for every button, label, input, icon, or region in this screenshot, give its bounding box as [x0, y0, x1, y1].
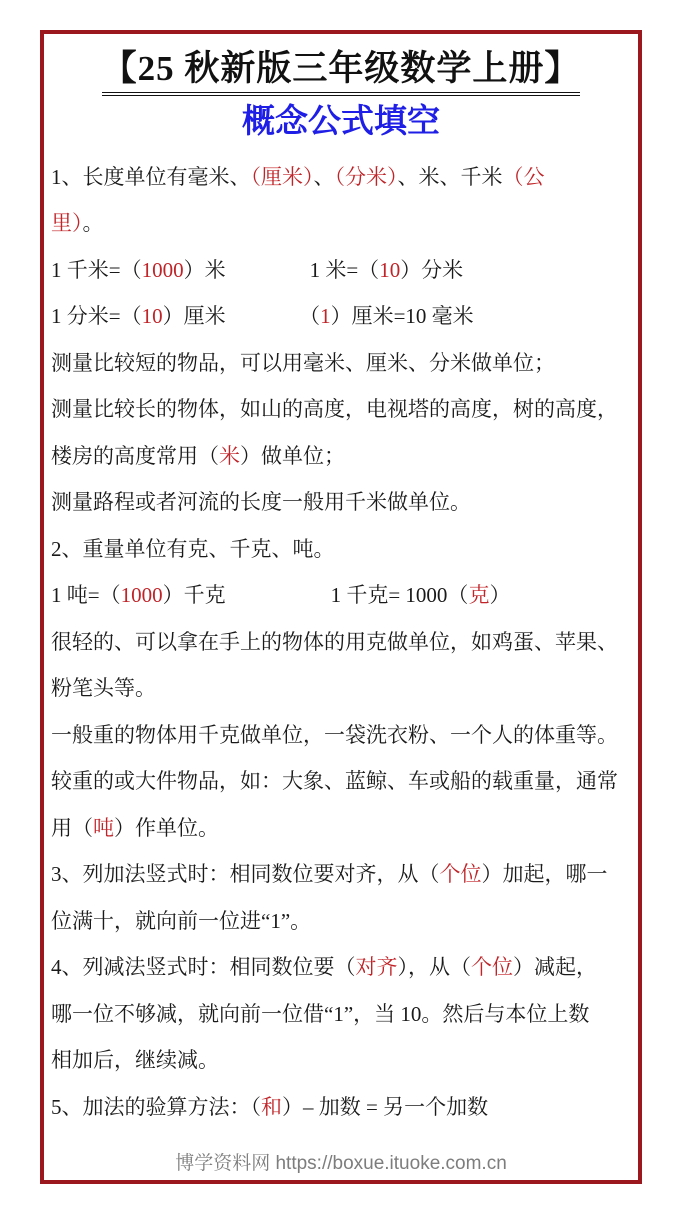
text-line [51, 479, 636, 526]
answer-text: 个位 [471, 955, 513, 980]
text-line [51, 619, 636, 666]
question-text: ） [489, 583, 511, 608]
question-text: ）米 [183, 257, 226, 282]
footer-watermark: 博学资料网 https://boxue.ituoke.com.cn [175, 1153, 507, 1174]
question-text: 1 米=（ [309, 257, 380, 282]
question-text [226, 258, 310, 282]
question-text: 1 千克= 1000（ [330, 583, 469, 608]
text-line [51, 991, 636, 1038]
text-line [51, 247, 636, 294]
question-text: 测量比较短的物品，可以用毫米、厘米、分米做单位； [51, 350, 555, 375]
page-subtitle: 概念公式填空 [242, 104, 440, 140]
answer-text: 1000 [141, 257, 184, 282]
text-line [51, 340, 636, 387]
question-text: ）减起， [513, 955, 597, 980]
question-text: 用（ [51, 815, 93, 840]
question-text: 3、列加法竖式时：相同数位要对齐，从（ [51, 862, 440, 887]
question-text: 4、列减法竖式时：相同数位要（ [51, 955, 356, 980]
text-line [51, 758, 636, 805]
text-line [51, 293, 636, 340]
answer-text: 里） [51, 211, 83, 236]
answer-text: 1000 [120, 583, 163, 608]
question-text: 楼房的高度常用（ [51, 443, 219, 468]
question-text: ）千克 [162, 583, 226, 608]
question-text [226, 583, 331, 607]
answer-text: 对齐 [355, 955, 398, 980]
question-text: 位满十，就向前一位进“1”。 [51, 908, 312, 933]
text-line [51, 433, 636, 480]
answer-text: 和 [261, 1094, 282, 1119]
text-line [51, 898, 636, 945]
question-text: ），从（ [397, 955, 471, 980]
question-text: ）做单位； [240, 443, 345, 468]
question-text: 5、加法的验算方法：（ [51, 1094, 261, 1119]
answer-text: 1 [320, 304, 331, 329]
answer-text: 吨 [93, 815, 114, 840]
question-text: 很轻的、可以拿在手上的物体的用克做单位，如鸡蛋、苹果、 [51, 629, 618, 654]
text-line [51, 665, 636, 712]
answer-text: 米 [219, 443, 240, 468]
answer-text: （分米） [334, 164, 398, 189]
question-text: 1 吨=（ [51, 583, 121, 608]
question-text: ）– 加数 = 另一个加数 [282, 1094, 489, 1119]
question-text: ）分米 [400, 257, 464, 282]
answer-text: （公 [502, 164, 545, 189]
text-line [51, 712, 636, 759]
answer-text: 克 [468, 583, 490, 608]
answer-text: 10 [379, 257, 401, 282]
question-text: 一般重的物体用千克做单位，一袋洗衣粉、一个人的体重等。 [51, 722, 618, 747]
question-text: 。 [82, 211, 104, 236]
question-text: 1 千米=（ [51, 257, 142, 282]
question-text: 、 [313, 164, 335, 189]
question-text: ）作单位。 [114, 815, 219, 840]
page-border-frame [40, 30, 642, 1184]
question-text: 哪一位不够减，就向前一位借“1”，当 10。然后与本位上数 [51, 1001, 590, 1026]
text-line [51, 1084, 636, 1131]
question-text: 测量比较长的物体，如山的高度，电视塔的高度，树的高度， [51, 397, 618, 422]
text-line [51, 851, 636, 898]
text-line [51, 944, 636, 991]
text-line [51, 526, 636, 573]
answer-text: （厘米） [250, 164, 314, 189]
answer-text: 10 [141, 304, 163, 329]
page-title [48, 48, 634, 96]
question-text: ）厘米=10 毫米 [330, 304, 474, 329]
text-line [51, 200, 636, 247]
text-line [51, 805, 636, 852]
text-line [51, 572, 636, 619]
question-text: ）厘米 [162, 304, 226, 329]
text-line [51, 386, 636, 433]
question-text: 2、重量单位有克、千克、吨。 [51, 536, 335, 561]
question-text: 较重的或大件物品，如：大象、蓝鲸、车或船的载重量，通常 [51, 769, 618, 794]
text-line [51, 1037, 636, 1084]
question-text: 相加后，继续减。 [51, 1048, 219, 1073]
question-text: 测量路程或者河流的长度一般用千米做单位。 [51, 490, 471, 515]
answer-text: 个位 [439, 862, 482, 887]
question-text: 粉笔头等。 [51, 676, 156, 701]
question-text: 1 分米=（ [51, 304, 142, 329]
question-text: （ [309, 304, 321, 329]
question-text: 1、长度单位有毫米、 [51, 164, 251, 189]
text-line [51, 154, 636, 201]
page-title-text: 【25 秋新版三年级数学上册】 [102, 48, 581, 96]
question-text [226, 304, 310, 328]
notes-body [44, 154, 638, 1131]
question-text: 、米、千米 [397, 164, 503, 189]
question-text: ）加起，哪一 [481, 862, 608, 887]
